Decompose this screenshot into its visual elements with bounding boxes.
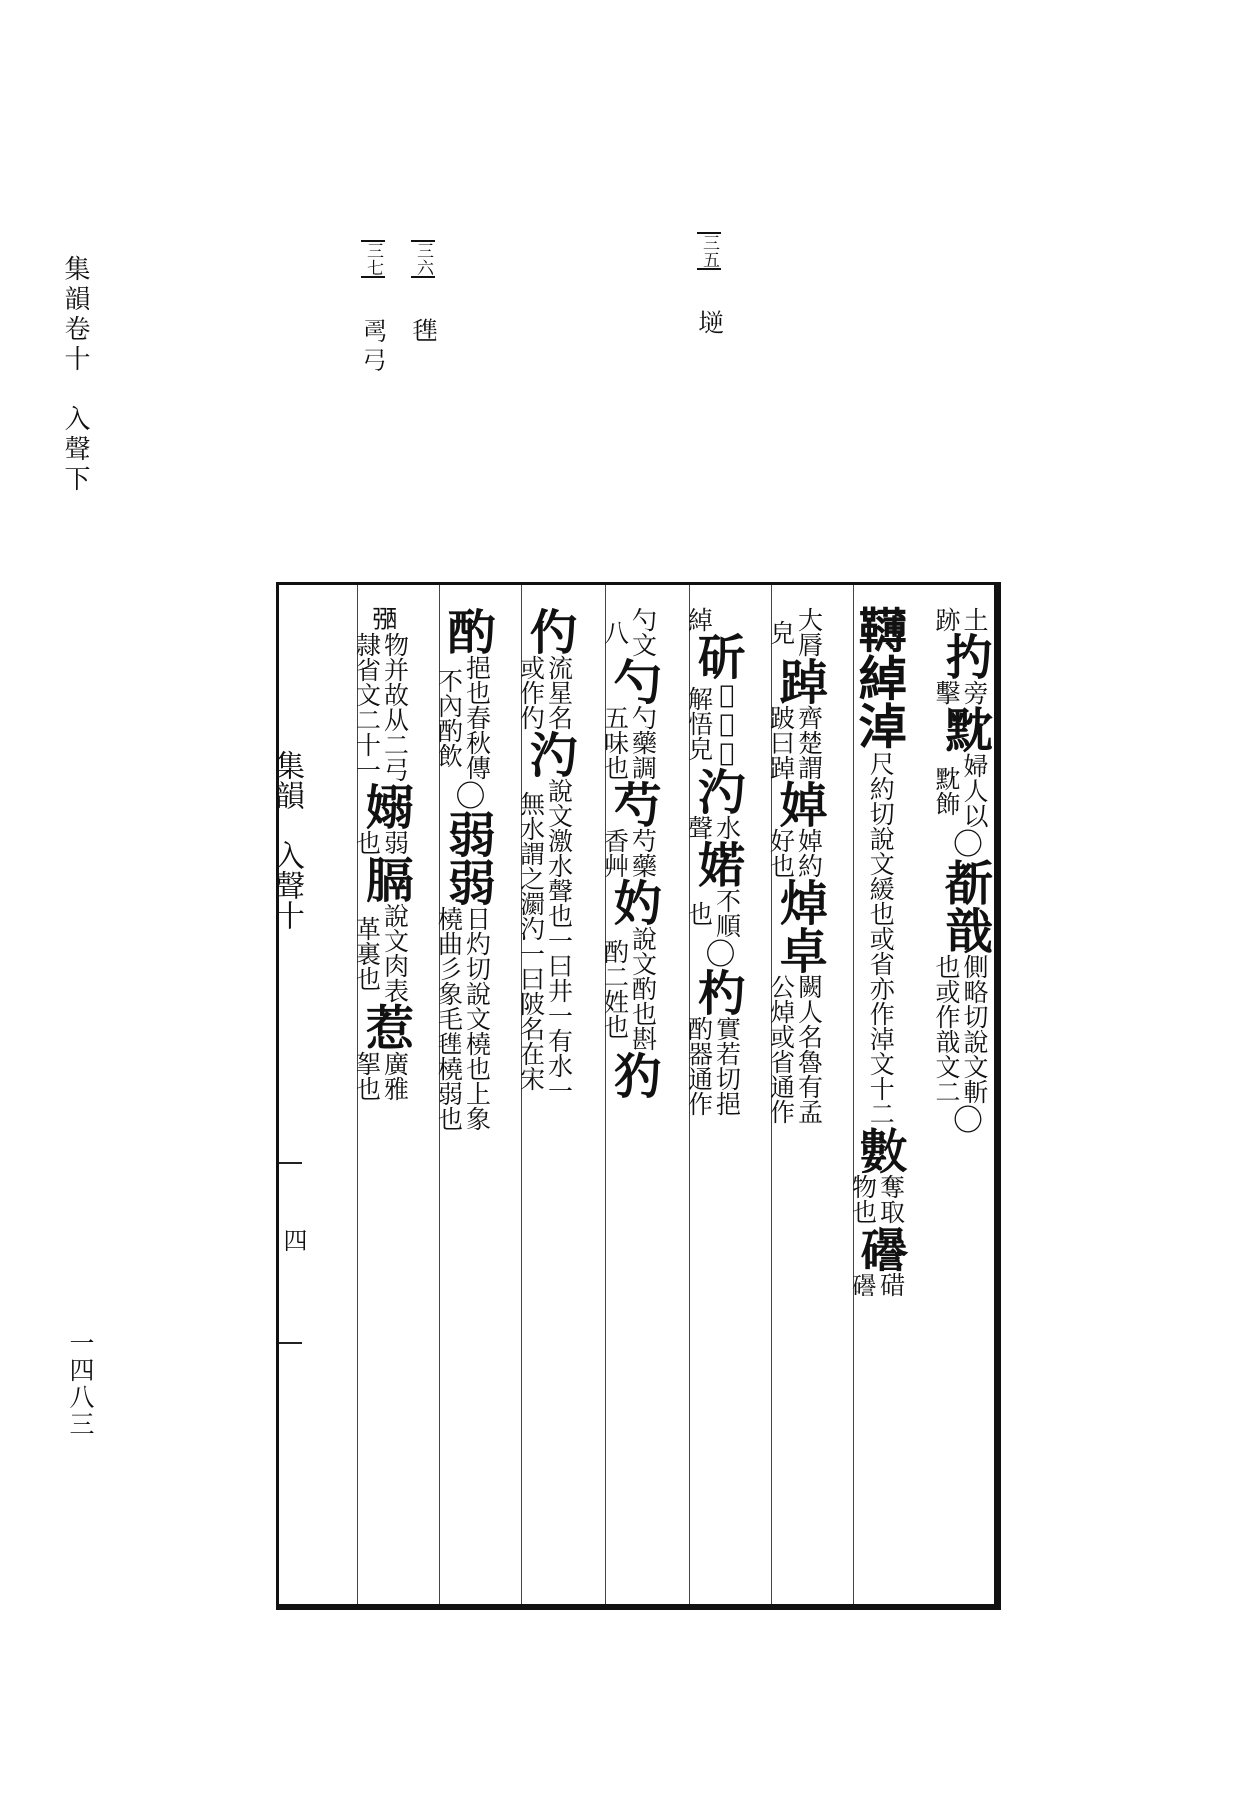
annotation-left: 皃 — [766, 619, 796, 645]
note-tag: 三五 — [699, 234, 719, 268]
annotation-pair — [352, 830, 412, 855]
fold-title: 集韻 入聲十 — [269, 750, 304, 930]
annotation-left: 也 — [352, 830, 382, 855]
annotation-left: 跛曰踔 — [766, 705, 796, 780]
annotation-left: 挐也 — [352, 1051, 382, 1101]
annotation-pair — [848, 1272, 908, 1297]
annotation-left: 酌二姓也 — [600, 938, 630, 1039]
annotation-left: 聲 — [684, 815, 714, 840]
annotation-right: 說文酌也斟 — [628, 926, 658, 1051]
annotation-pair — [516, 655, 576, 730]
annotation-left: 革裏也 — [352, 915, 382, 991]
headword: 杓 — [689, 968, 746, 1016]
text-column-7 — [434, 585, 496, 1604]
annotation-right: 不順 — [712, 888, 742, 938]
fold-leaf-number: 四 — [279, 1228, 307, 1252]
annotation-right: 流星名 — [544, 655, 574, 730]
annotation-right: 勺藥調 — [628, 705, 658, 780]
note-text: 𣯍 — [408, 317, 438, 346]
annotation-right: 土 — [960, 607, 989, 632]
annotation-left: 五味也 — [600, 705, 630, 780]
annotation-pair — [434, 655, 494, 780]
annotation-pair — [766, 705, 826, 780]
text-column-3 — [766, 585, 828, 1604]
headword: 黕 — [936, 705, 993, 753]
annotation-left: 擊 — [932, 680, 961, 705]
collation-note-36 — [410, 240, 436, 346]
annotation-right: 日灼切說文橈也上象 — [462, 906, 492, 1131]
headword: 妁 — [605, 878, 662, 926]
note-text: 𡏤 — [694, 309, 724, 338]
annotation-left: 不內酌飲 — [434, 667, 464, 768]
note-tag: 三七 — [363, 242, 383, 276]
woodblock-frame — [276, 582, 1001, 1610]
annotation-right: 弱 — [380, 830, 410, 855]
annotation-right: 齊楚謂 — [794, 705, 824, 780]
headword: 𥗟 — [853, 1224, 910, 1272]
headword: 仢 — [521, 607, 578, 655]
annotation-right: 婦人以 — [960, 753, 989, 828]
annotation-left: 香艸 — [600, 828, 630, 878]
headword: 勺 — [605, 657, 662, 705]
annotation-pair — [600, 705, 660, 780]
headword: 惹 — [357, 1003, 414, 1051]
text-column-1 — [932, 585, 993, 1604]
annotation-pair — [600, 926, 660, 1051]
annotation-left: 酌器通作 — [684, 1016, 714, 1116]
annotation-left: 𥗟 — [848, 1272, 878, 1297]
note-tag: 三六 — [413, 242, 433, 276]
headword: 斫 — [689, 632, 746, 680]
annotation-left: 綽 — [684, 607, 714, 632]
text-column-2 — [848, 585, 910, 1604]
annotation-right: 勺文 — [628, 607, 658, 657]
page-number: 一四八三 — [66, 1330, 95, 1438]
section-marker: 〇 — [947, 828, 982, 858]
annotation-left: 跡 — [932, 607, 961, 632]
annotation-pair — [848, 1174, 908, 1224]
annotation-right: 旁 — [960, 680, 989, 705]
headword: 𩍿綽淖 — [853, 607, 910, 751]
annotation-right: 物并故从二弓 — [380, 632, 410, 782]
annotation-right: 廣雅 — [380, 1051, 410, 1101]
headword: 𢿙 — [853, 1126, 910, 1174]
text-column-4 — [684, 585, 746, 1604]
annotation: 尺約切說文緩也或省亦作淖文十二 — [866, 751, 896, 1126]
section-marker: 〇 — [699, 938, 735, 968]
headword: 婥 — [771, 780, 828, 828]
headword: 焯卓 — [771, 878, 828, 974]
headword: 芍 — [605, 780, 662, 828]
annotation-pair — [932, 607, 991, 632]
section-marker: 〇 — [947, 1104, 982, 1134]
annotation-right: 𥐦斫不 — [712, 680, 742, 767]
section-marker: 〇 — [449, 780, 485, 810]
headword: 酌 — [439, 607, 496, 655]
annotation-right: 挹也春秋傳 — [462, 655, 492, 780]
annotation-left: 黕飾 — [932, 765, 961, 816]
annotation-pair — [932, 680, 991, 705]
annotation-left: 公焯或省通作 — [766, 974, 796, 1124]
annotation-pair — [766, 828, 826, 878]
headword: 犳 — [605, 1051, 662, 1099]
headword: 汋 — [521, 730, 578, 778]
text-column-8 — [352, 585, 414, 1604]
annotation-right: 說文肉表 — [380, 903, 410, 1003]
annotation-left: 也 — [684, 900, 714, 926]
annotation-pair — [766, 974, 826, 1124]
annotation-pair — [684, 680, 744, 767]
annotation-right: 婥約 — [794, 828, 824, 878]
annotation-pair — [766, 607, 826, 657]
headword: 弱弱 — [439, 810, 496, 906]
annotation-right: 闕人名魯有孟 — [794, 974, 824, 1124]
headword: 扚 — [936, 632, 993, 680]
headword: 踔 — [771, 657, 828, 705]
annotation-right: 碏 — [876, 1272, 906, 1297]
annotation-left: 好也 — [766, 828, 796, 878]
headword: 斱戠 — [936, 858, 993, 954]
annotation-left: 物也 — [848, 1174, 878, 1224]
annotation-pair — [684, 1016, 744, 1116]
annotation-right: 側略切說文斬 — [960, 954, 989, 1104]
annotation-right: 水 — [712, 815, 742, 840]
collation-note-37 — [360, 240, 386, 375]
annotation-pair — [434, 906, 494, 1131]
headword: 汋 — [689, 767, 746, 815]
annotation-left: 無水謂之瀱汋一曰陂名在宋 — [516, 790, 546, 1091]
annotation-left: 隷省文二十一 — [352, 632, 382, 782]
annotation: 𢐀 — [370, 607, 400, 632]
annotation-pair — [600, 607, 660, 657]
headword: 膈 — [357, 855, 414, 903]
running-header: 集韻卷十 入聲下 — [60, 255, 90, 495]
annotation-right: 芍藥 — [628, 828, 658, 878]
note-text: 𢏚弓 — [358, 317, 388, 375]
annotation-right: 大脣 — [794, 607, 824, 657]
annotation-left: 八 — [600, 619, 630, 645]
text-column-6 — [516, 585, 578, 1604]
annotation-left: 解悟皃 — [684, 686, 714, 761]
annotation-pair — [516, 778, 576, 1103]
annotation-pair — [932, 954, 991, 1104]
annotation-pair — [352, 903, 412, 1003]
annotation-left: 橈曲彡象毛𣯍橈弱也 — [434, 906, 464, 1131]
headword: 婼 — [689, 840, 746, 888]
text-column-5 — [600, 585, 662, 1604]
annotation-pair — [932, 753, 991, 828]
annotation-right: 說文激水聲也一曰井一有水一 — [544, 778, 574, 1103]
annotation-pair — [684, 607, 744, 632]
annotation-left: 也或作戠文二 — [932, 954, 961, 1104]
annotation-pair — [352, 1051, 412, 1101]
annotation-right: 奪取 — [876, 1174, 906, 1224]
headword: 嫋 — [357, 782, 414, 830]
annotation-pair — [684, 815, 744, 840]
annotation-pair — [684, 888, 744, 938]
annotation-right: 實若切挹 — [712, 1016, 742, 1116]
collation-note-35 — [696, 232, 722, 338]
annotation-pair — [600, 828, 660, 878]
annotation-pair — [352, 632, 412, 782]
annotation-left: 或作仢 — [516, 655, 546, 730]
